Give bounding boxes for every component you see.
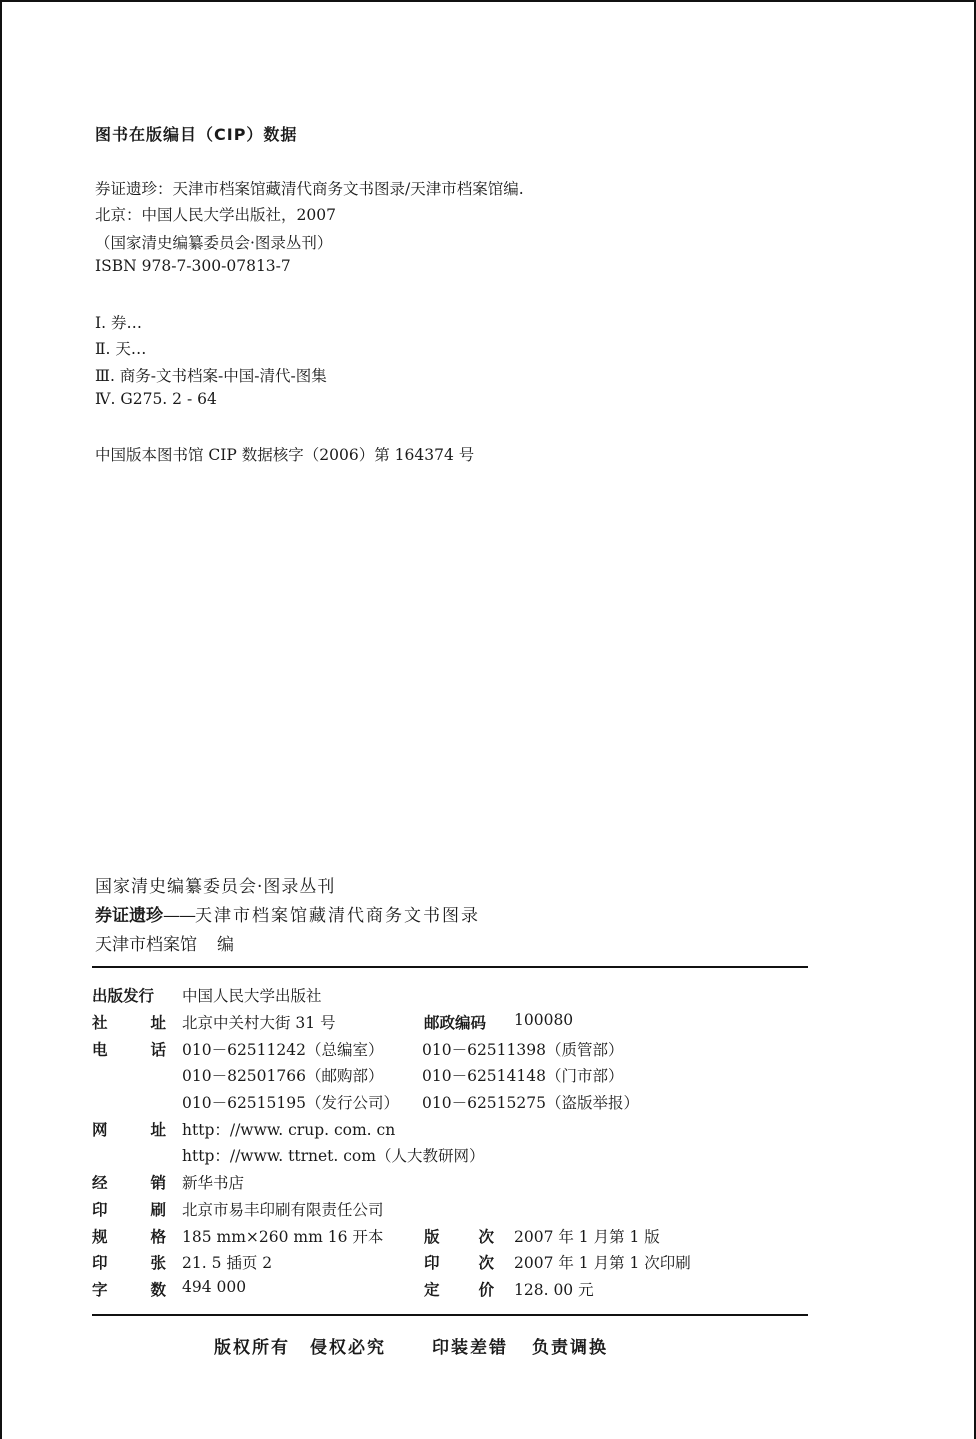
classification-1: Ⅰ. 券… bbox=[95, 314, 142, 332]
spec-label: 规 格 bbox=[92, 1228, 166, 1246]
words-label: 字 数 bbox=[92, 1281, 166, 1299]
book-title-dash: —— bbox=[163, 906, 195, 926]
cip-title-line: 券证遗珍：天津市档案馆藏清代商务文书图录/天津市档案馆编. bbox=[95, 180, 524, 198]
postcode-label: 邮政编码 bbox=[424, 1014, 487, 1032]
publisher-label: 出版发行 bbox=[92, 987, 155, 1005]
classification-3: Ⅲ. 商务-文书档案-中国-清代-图集 bbox=[95, 367, 327, 385]
phone-mail-order: 010－82501766（邮购部） bbox=[182, 1067, 384, 1085]
web-url-ttrnet: http：//www. ttrnet. com（人大教研网） bbox=[182, 1147, 485, 1165]
sheets-value: 21. 5 插页 2 bbox=[182, 1254, 273, 1272]
copyright-infringement: 侵权必究 bbox=[310, 1338, 386, 1358]
phone-editorial: 010－62511242（总编室） bbox=[182, 1041, 384, 1059]
phone-label: 电 话 bbox=[92, 1041, 166, 1059]
edition-value: 2007 年 1 月第 1 版 bbox=[514, 1228, 660, 1246]
copyright-misprint: 印装差错 bbox=[432, 1338, 508, 1358]
imprint-top-rule bbox=[92, 966, 808, 968]
price-label: 定 价 bbox=[424, 1281, 494, 1299]
book-title-main: 券证遗珍 bbox=[95, 906, 163, 926]
phone-store: 010－62514148（门市部） bbox=[422, 1067, 624, 1085]
publisher-value: 中国人民大学出版社 bbox=[182, 987, 322, 1005]
editor-line bbox=[95, 930, 234, 955]
imprint-bottom-rule bbox=[92, 1314, 808, 1316]
series-title: 国家清史编纂委员会·图录丛刊 bbox=[95, 877, 336, 897]
page-border-left bbox=[0, 0, 2, 1439]
distributor-label: 经 销 bbox=[92, 1174, 166, 1192]
words-value: 494 000 bbox=[182, 1278, 247, 1296]
price-value: 128. 00 元 bbox=[514, 1281, 594, 1299]
sheets-label: 印 张 bbox=[92, 1254, 166, 1272]
editor-role: 编 bbox=[217, 935, 234, 955]
cip-publisher-line: 北京：中国人民大学出版社，2007 bbox=[95, 206, 336, 224]
edition-label: 版 次 bbox=[424, 1228, 494, 1246]
copyright-exchange: 负责调换 bbox=[532, 1338, 608, 1358]
printer-value: 北京市易丰印刷有限责任公司 bbox=[182, 1201, 384, 1219]
address-label: 社 址 bbox=[92, 1014, 166, 1032]
distributor-value: 新华书店 bbox=[182, 1174, 245, 1192]
cip-verification-number: 中国版本图书馆 CIP 数据核字（2006）第 164374 号 bbox=[95, 446, 475, 464]
printing-value: 2007 年 1 月第 1 次印刷 bbox=[514, 1254, 691, 1272]
phone-piracy-report: 010－62515275（盗版举报） bbox=[422, 1094, 639, 1112]
copyright-all-rights: 版权所有 bbox=[214, 1338, 290, 1358]
copyright-notice bbox=[214, 1333, 608, 1358]
printing-label: 印 次 bbox=[424, 1254, 494, 1272]
classification-4: Ⅳ. G275. 2 - 64 bbox=[95, 390, 217, 408]
phone-quality: 010－62511398（质管部） bbox=[422, 1041, 624, 1059]
cip-heading: 图书在版编目（CIP）数据 bbox=[95, 125, 298, 144]
cip-series-line: （国家清史编纂委员会·图录丛刊） bbox=[95, 234, 333, 252]
classification-2: Ⅱ. 天… bbox=[95, 340, 147, 358]
book-title bbox=[95, 901, 480, 926]
book-title-subtitle: 天津市档案馆藏清代商务文书图录 bbox=[195, 906, 480, 926]
cip-isbn-line: ISBN 978-7-300-07813-7 bbox=[95, 257, 291, 275]
phone-distribution: 010－62515195（发行公司） bbox=[182, 1094, 399, 1112]
web-label: 网 址 bbox=[92, 1121, 166, 1139]
postcode-value: 100080 bbox=[514, 1011, 574, 1029]
printer-label: 印 刷 bbox=[92, 1201, 166, 1219]
page-border-top bbox=[0, 0, 976, 2]
editor-name: 天津市档案馆 bbox=[95, 935, 197, 955]
address-value: 北京中关村大街 31 号 bbox=[182, 1014, 336, 1032]
spec-value: 185 mm×260 mm 16 开本 bbox=[182, 1228, 384, 1246]
web-url-crup: http：//www. crup. com. cn bbox=[182, 1121, 396, 1139]
